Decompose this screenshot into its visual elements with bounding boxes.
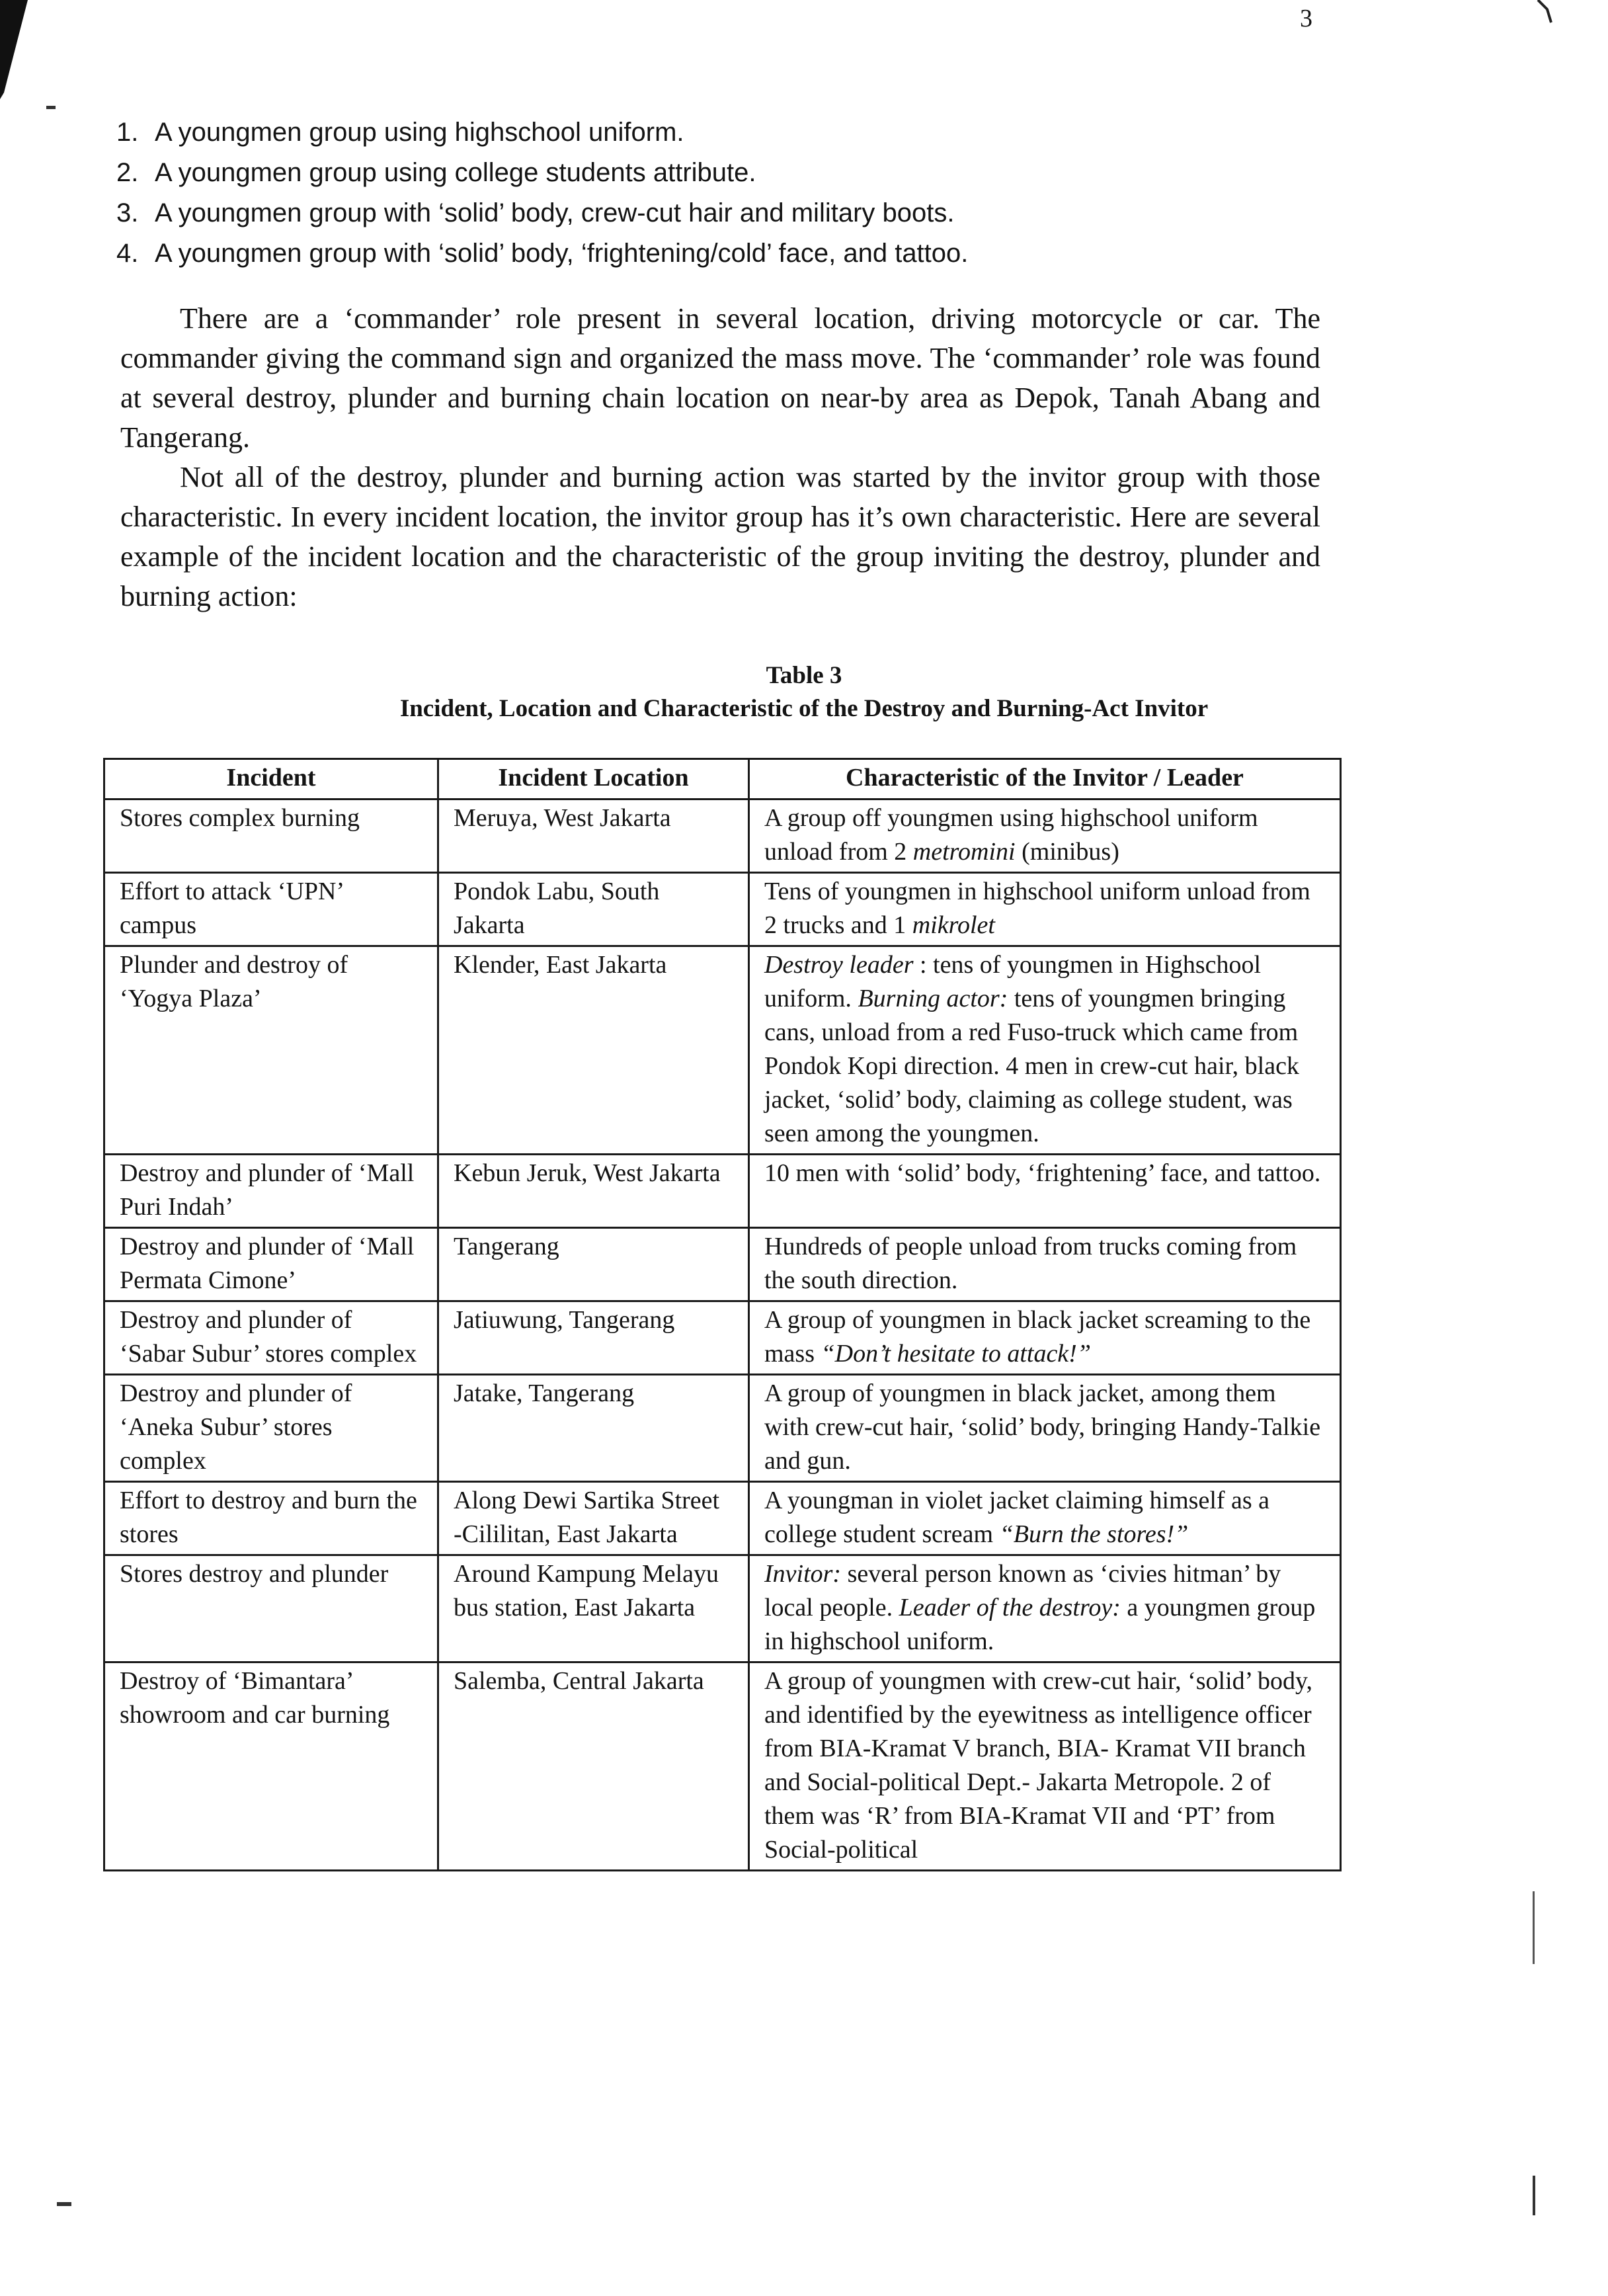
cell-location: Jatake, Tangerang (438, 1375, 749, 1482)
page-number: 3 (1300, 5, 1312, 32)
cell-characteristic (749, 946, 1341, 1155)
cell-incident: Stores destroy and plunder (104, 1555, 438, 1662)
cell-location: Pondok Labu, South Jakarta (438, 873, 749, 946)
table-row (104, 1375, 1341, 1482)
paragraph-commander: There are a ‘commander’ role present in several location, driving motorcycle or car. The commander giving the command sign and organized the mass move. The ‘commander’ role was found at several destroy, plunder and burning chain location on near-by area as Depok, Tanah Abang and Tangerang. (120, 302, 1320, 454)
italic-text: Leader of the destroy: (899, 1594, 1121, 1621)
scan-edge-mark (0, 0, 40, 99)
header-location: Incident Location (438, 759, 749, 800)
list-item: 2. A youngmen group using college students attribute. (116, 158, 756, 187)
scan-speck (1533, 1891, 1535, 1964)
cell-location: Klender, East Jakarta (438, 946, 749, 1155)
text-segment: A group of youngmen in black jacket screaming to the mass (764, 1306, 1311, 1368)
italic-text: Burning actor: (858, 985, 1008, 1012)
scan-speck (1533, 2176, 1535, 2215)
cell-location: Tangerang (438, 1228, 749, 1301)
cell-characteristic (749, 873, 1341, 946)
list-item: 4. A youngmen group with ‘solid’ body, ‘frightening/cold’ face, and tattoo. (116, 239, 969, 268)
table-row (104, 1555, 1341, 1662)
table-body (104, 800, 1341, 1871)
cell-incident: Effort to attack ‘UPN’ campus (104, 873, 438, 946)
cell-incident: Destroy and plunder of ‘Sabar Subur’ stores complex (104, 1301, 438, 1375)
text-segment: : tens of youngmen in Highschool uniform. (764, 951, 1262, 1012)
cell-incident: Destroy of ‘Bimantara’ showroom and car burning (104, 1662, 438, 1871)
table-row (104, 1228, 1341, 1301)
text-segment: 10 men with ‘solid’ body, ‘frightening’ face, and tattoo. (764, 1159, 1321, 1187)
scan-edge-mark-right (1531, 0, 1571, 26)
table-header-row (104, 759, 1341, 800)
italic-text: “Burn the stores!” (999, 1520, 1189, 1548)
table-caption: Incident, Location and Characteristic of the Destroy and Burning-Act Invitor (399, 695, 1209, 722)
cell-incident: Effort to destroy and burn the stores (104, 1482, 438, 1555)
text-segment: (minibus) (1015, 838, 1119, 866)
table-row (104, 1155, 1341, 1228)
cell-characteristic (749, 1555, 1341, 1662)
table-row (104, 1301, 1341, 1375)
italic-text: Invitor: (764, 1560, 842, 1588)
text-segment: tens of youngmen bringing cans, unload from a red Fuso-truck which came from Pondok Kopi direction. 4 men in crew-cut hair, black jacket, ‘solid’ body, claiming as college student, was seen among the youngmen. (764, 985, 1299, 1147)
cell-incident: Destroy and plunder of ‘Mall Puri Indah’ (104, 1155, 438, 1228)
cell-location: Salemba, Central Jakarta (438, 1662, 749, 1871)
cell-characteristic (749, 1662, 1341, 1871)
text-segment: A group off youngmen using highschool uniform unload from 2 (764, 804, 1258, 866)
cell-characteristic (749, 1301, 1341, 1375)
text-segment: Tens of youngmen in highschool uniform unload from 2 trucks and 1 (764, 878, 1310, 939)
characteristics-list (116, 112, 968, 274)
header-incident: Incident (104, 759, 438, 800)
table-row (104, 1482, 1341, 1555)
cell-incident: Stores complex burning (104, 800, 438, 873)
text-segment: A group of youngmen in black jacket, among them with crew-cut hair, ‘solid’ body, bringing Handy-Talkie and gun. (764, 1379, 1321, 1475)
italic-text: “Don’t hesitate to attack!” (821, 1340, 1091, 1368)
cell-location: Kebun Jeruk, West Jakarta (438, 1155, 749, 1228)
cell-location: Around Kampung Melayu bus station, East Jakarta (438, 1555, 749, 1662)
table-row (104, 873, 1341, 946)
table-row (104, 800, 1341, 873)
table-row (104, 1662, 1341, 1871)
table-row (104, 946, 1341, 1155)
list-item: 1. A youngmen group using highschool uniform. (116, 118, 684, 147)
cell-incident: Plunder and destroy of ‘Yogya Plaza’ (104, 946, 438, 1155)
cell-characteristic (749, 800, 1341, 873)
scan-speck (46, 106, 56, 109)
italic-text: Destroy leader (764, 951, 914, 979)
text-segment: a youngmen group in highschool uniform. (764, 1594, 1316, 1655)
cell-characteristic (749, 1228, 1341, 1301)
cell-incident: Destroy and plunder of ‘Aneka Subur’ stores complex (104, 1375, 438, 1482)
cell-characteristic (749, 1482, 1341, 1555)
header-characteristic: Characteristic of the Invitor / Leader (749, 759, 1341, 800)
scan-speck (57, 2202, 71, 2206)
cell-location: Along Dewi Sartika Street -Cililitan, East Jakarta (438, 1482, 749, 1555)
cell-incident: Destroy and plunder of ‘Mall Permata Cimone’ (104, 1228, 438, 1301)
incident-table (103, 758, 1342, 1871)
paragraph-invitor: Not all of the destroy, plunder and burning action was started by the invitor group with those characteristic. In every incident location, the invitor group has it’s own characteristic. Here are several example of the incident location and the characteristic of the group inviting the destroy, plunder and burning action: (120, 461, 1320, 612)
italic-text: mikrolet (912, 911, 995, 939)
cell-characteristic (749, 1375, 1341, 1482)
table-number: Table 3 (766, 662, 842, 689)
text-segment: A group of youngmen with crew-cut hair, ‘solid’ body, and identified by the eyewitness as intelligence officer from BIA-Kramat V branch, BIA- Kramat VII branch and Social-political Dept.- Jakarta Metropole. 2 of them was ‘R’ from BIA-Kramat VII and ‘PT’ from Social-political (764, 1667, 1313, 1864)
italic-text: metromini (912, 838, 1016, 866)
text-segment: several person known as ‘civies hitman’ by local people. (764, 1560, 1281, 1621)
text-segment: A youngman in violet jacket claiming himself as a college student scream (764, 1487, 1270, 1548)
cell-characteristic (749, 1155, 1341, 1228)
cell-location: Meruya, West Jakarta (438, 800, 749, 873)
text-segment: Hundreds of people unload from trucks coming from the south direction. (764, 1233, 1297, 1294)
cell-location: Jatiuwung, Tangerang (438, 1301, 749, 1375)
list-item: 3. A youngmen group with ‘solid’ body, crew-cut hair and military boots. (116, 198, 955, 227)
